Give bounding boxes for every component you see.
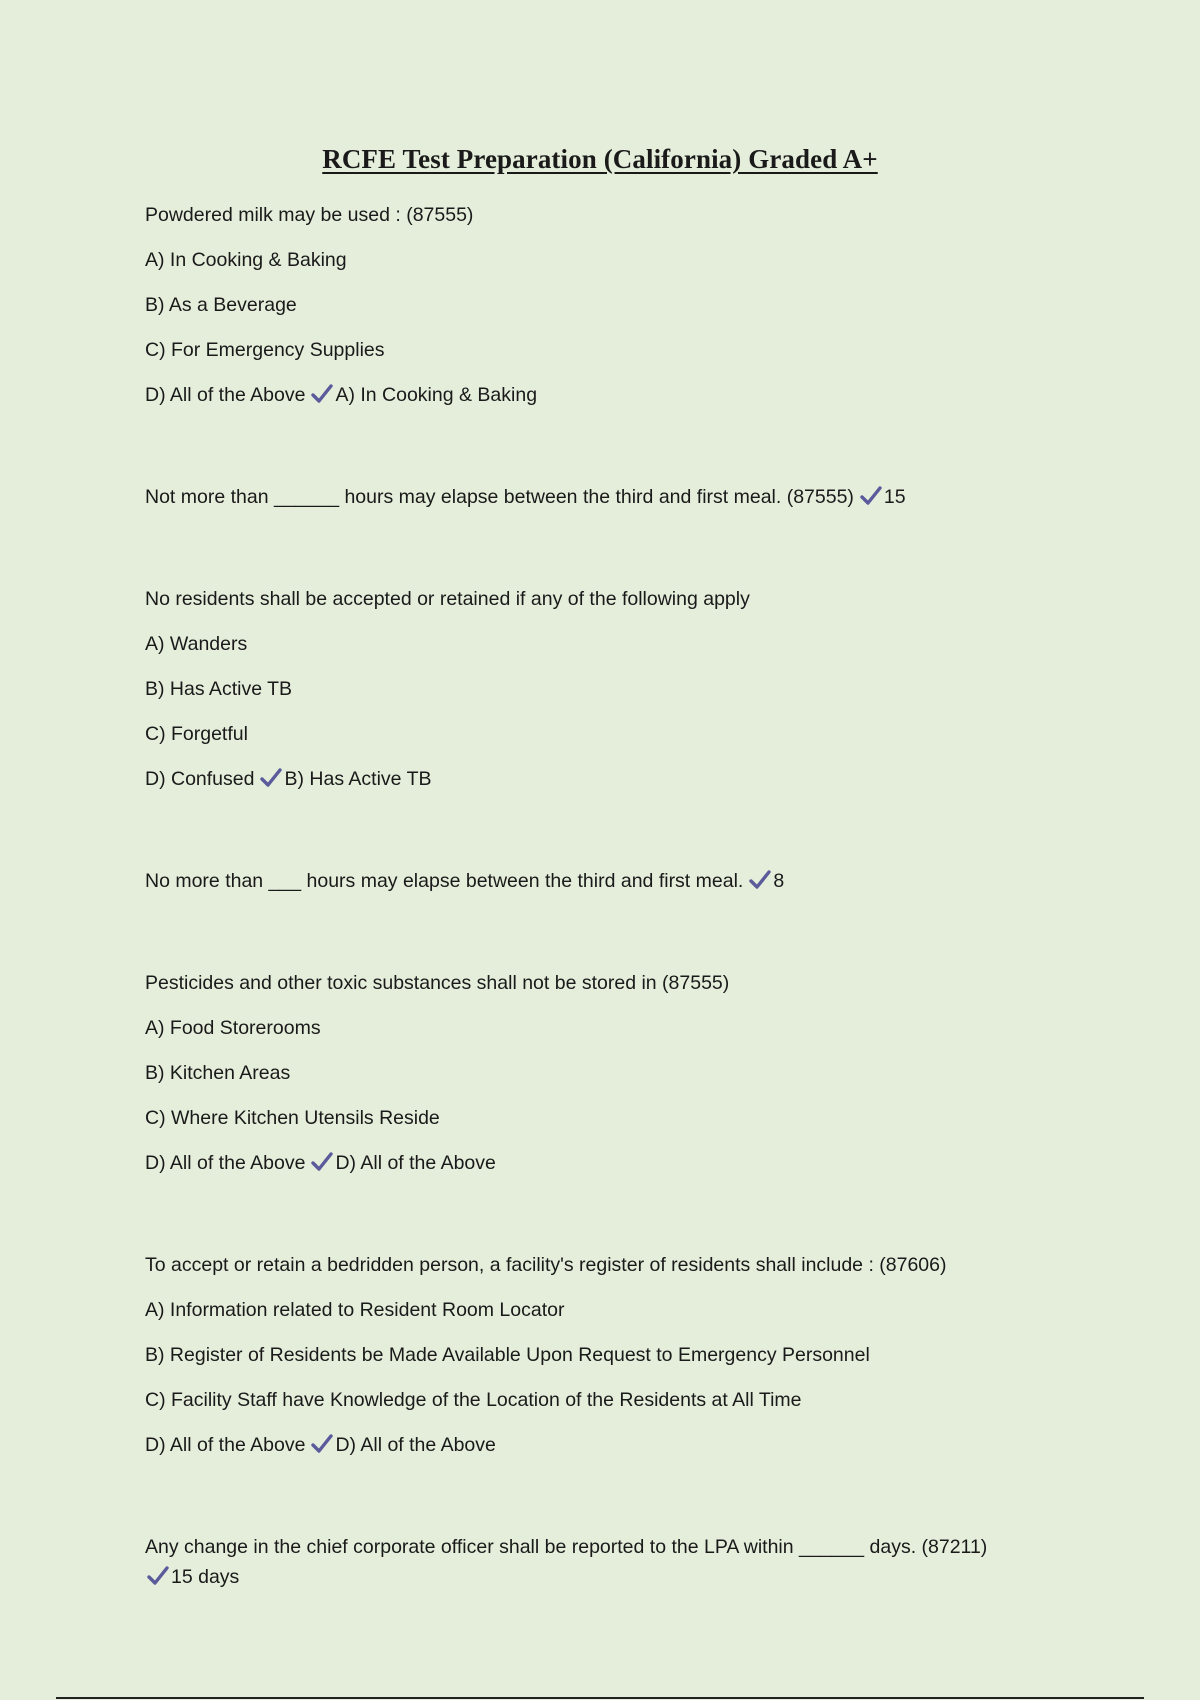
option: A) Information related to Resident Room Locator — [145, 1299, 565, 1321]
question-stem: No more than ___ hours may elapse between the third and first meal. — [145, 870, 744, 892]
answer: 8 — [773, 870, 785, 892]
checkmark-icon — [860, 486, 882, 506]
question-stem: Not more than ______ hours may elapse between the third and first meal. (87555) — [145, 486, 854, 508]
answer: D) All of the Above — [335, 1152, 496, 1174]
question-7 — [145, 1532, 1045, 1592]
option: D) All of the Above — [145, 384, 306, 406]
answer: 15 — [883, 486, 906, 508]
question-6 — [145, 1250, 1045, 1460]
document-title: RCFE Test Preparation (California) Graded A+ — [322, 144, 878, 174]
option: D) All of the Above — [145, 1152, 306, 1174]
option: C) For Emergency Supplies — [145, 339, 385, 361]
checkmark-icon — [749, 870, 771, 890]
question-stem: Powdered milk may be used : (87555) — [145, 204, 474, 226]
option: B) Kitchen Areas — [145, 1062, 291, 1084]
question-3 — [145, 584, 1045, 794]
answer: D) All of the Above — [335, 1434, 496, 1456]
option: A) In Cooking & Baking — [145, 249, 347, 271]
question-1 — [145, 200, 1045, 410]
answer-line — [145, 1562, 1045, 1592]
option: A) Food Storerooms — [145, 1017, 321, 1039]
checkmark-icon — [147, 1566, 169, 1586]
checkmark-icon — [311, 1434, 333, 1454]
option-with-answer — [145, 1430, 1045, 1460]
question-stem: Pesticides and other toxic substances shall not be stored in (87555) — [145, 972, 730, 994]
option-with-answer — [145, 1148, 1045, 1178]
question-2 — [145, 482, 1045, 512]
option: C) Where Kitchen Utensils Reside — [145, 1107, 440, 1129]
page-bottom-rule — [56, 1697, 1144, 1699]
option: A) Wanders — [145, 633, 248, 655]
option: B) Register of Residents be Made Available Upon Request to Emergency Personnel — [145, 1344, 870, 1366]
question-stem: No residents shall be accepted or retained if any of the following apply — [145, 588, 750, 610]
question-list — [145, 200, 1045, 1664]
option: B) Has Active TB — [145, 678, 293, 700]
option: C) Forgetful — [145, 723, 248, 745]
checkmark-icon — [260, 768, 282, 788]
answer: 15 days — [171, 1566, 240, 1588]
option: C) Facility Staff have Knowledge of the Location of the Residents at All Time — [145, 1389, 802, 1411]
option: D) Confused — [145, 768, 255, 790]
question-stem: Any change in the chief corporate officer shall be reported to the LPA within ______ days. (87211) — [145, 1536, 988, 1558]
answer: B) Has Active TB — [284, 768, 432, 790]
option-with-answer — [145, 380, 1045, 410]
option: D) All of the Above — [145, 1434, 306, 1456]
checkmark-icon — [311, 1152, 333, 1172]
question-4 — [145, 866, 1045, 896]
answer: A) In Cooking & Baking — [335, 384, 538, 406]
question-stem: To accept or retain a bedridden person, a facility's register of residents shall include : (87606) — [145, 1254, 947, 1276]
checkmark-icon — [311, 384, 333, 404]
question-5 — [145, 968, 1045, 1178]
option: B) As a Beverage — [145, 294, 297, 316]
question-stem-with-answer — [145, 866, 1045, 896]
question-stem-with-answer — [145, 482, 1045, 512]
option-with-answer — [145, 764, 1045, 794]
